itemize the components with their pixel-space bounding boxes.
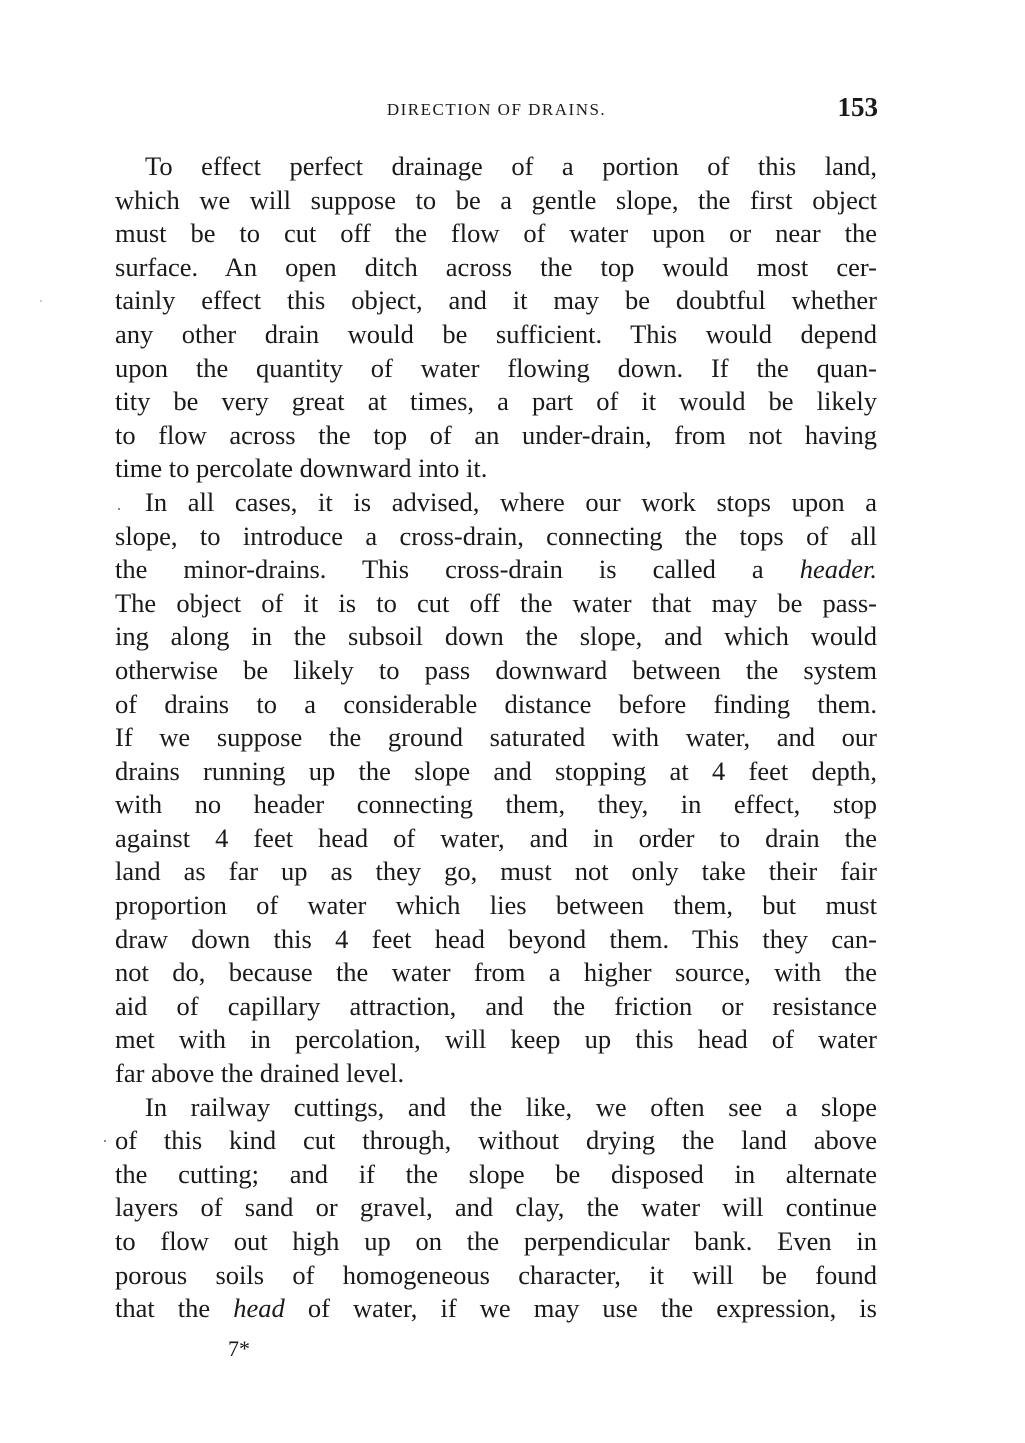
text-line: proportion of water which lies between them, but must (115, 890, 877, 921)
running-title: DIRECTION OF DRAINS. (386, 100, 607, 119)
body-text (115, 150, 877, 1326)
text-line: must be to cut off the flow of water upon or near the (115, 218, 877, 249)
text-line: surface. An open ditch across the top would most cer- (115, 251, 877, 282)
text-line: In railway cuttings, and the like, we often see a slope (145, 1091, 877, 1122)
italic-term-header: header. (799, 554, 877, 585)
text-line: aid of capillary attraction, and the friction or resistance (115, 990, 877, 1021)
text-line: porous soils of homogeneous character, it will be found (115, 1259, 877, 1290)
text-line: against 4 feet head of water, and in order to drain the (115, 822, 877, 853)
text-line: with no header connecting them, they, in effect, stop (115, 789, 877, 820)
text-line: To effect perfect drainage of a portion of this land, (145, 151, 877, 181)
text-line: layers of sand or gravel, and clay, the water will continue (115, 1192, 877, 1223)
text-line: the minor-drains. This cross-drain is called a header. (115, 554, 877, 585)
margin-speck (40, 300, 42, 302)
text-line: met with in percolation, will keep up this head of water (115, 1024, 877, 1055)
text-line: far above the drained level. (115, 1058, 405, 1089)
text-line: of this kind cut through, without drying the land above (115, 1125, 877, 1156)
text-line: tity be very great at times, a part of it would be likely (115, 386, 877, 417)
text-line: drains running up the slope and stopping at 4 feet depth, (115, 755, 877, 786)
text-line: any other drain would be sufficient. This would depend (115, 318, 877, 349)
text-line: the cutting; and if the slope be disposed in alternate (115, 1158, 877, 1189)
margin-speck (104, 1140, 106, 1142)
text-line: of drains to a considerable distance before finding them. (115, 688, 877, 719)
italic-term-head: head (233, 1293, 285, 1324)
page-number: 153 (837, 92, 878, 122)
text-line: otherwise be likely to pass downward between the system (115, 654, 877, 685)
signature-mark: 7* (228, 1336, 250, 1361)
text-line: draw down this 4 feet head beyond them. This they can- (115, 923, 877, 954)
paragraph-3 (115, 1091, 877, 1326)
text-line: If we suppose the ground saturated with water, and our (115, 722, 877, 753)
running-head (115, 92, 878, 126)
text-line: In all cases, it is advised, where our work stops upon a (145, 486, 877, 517)
text-line: slope, to introduce a cross-drain, connecting the tops of all (115, 520, 877, 551)
text-line: which we will suppose to be a gentle slope, the first object (115, 184, 877, 215)
text-line: time to percolate downward into it. (115, 453, 488, 484)
text-line: upon the quantity of water flowing down. If the quan- (115, 352, 877, 383)
text-line: ing along in the subsoil down the slope, and which would (115, 621, 877, 652)
text-line: to flow out high up on the perpendicular bank. Even in (115, 1226, 877, 1256)
text-line: not do, because the water from a higher source, with the (115, 957, 877, 988)
text-line: tainly effect this object, and it may be doubtful whether (115, 285, 877, 316)
paragraph-2 (115, 486, 877, 1091)
paragraph-1 (115, 150, 877, 486)
text-line: that the head of water, if we may use the expression, is (115, 1293, 877, 1324)
text-line: The object of it is to cut off the water that may be pass- (115, 587, 877, 618)
text-line: land as far up as they go, must not only take their fair (115, 856, 877, 887)
margin-speck (118, 508, 120, 510)
text-line: to flow across the top of an under-drain, from not having (115, 419, 877, 450)
